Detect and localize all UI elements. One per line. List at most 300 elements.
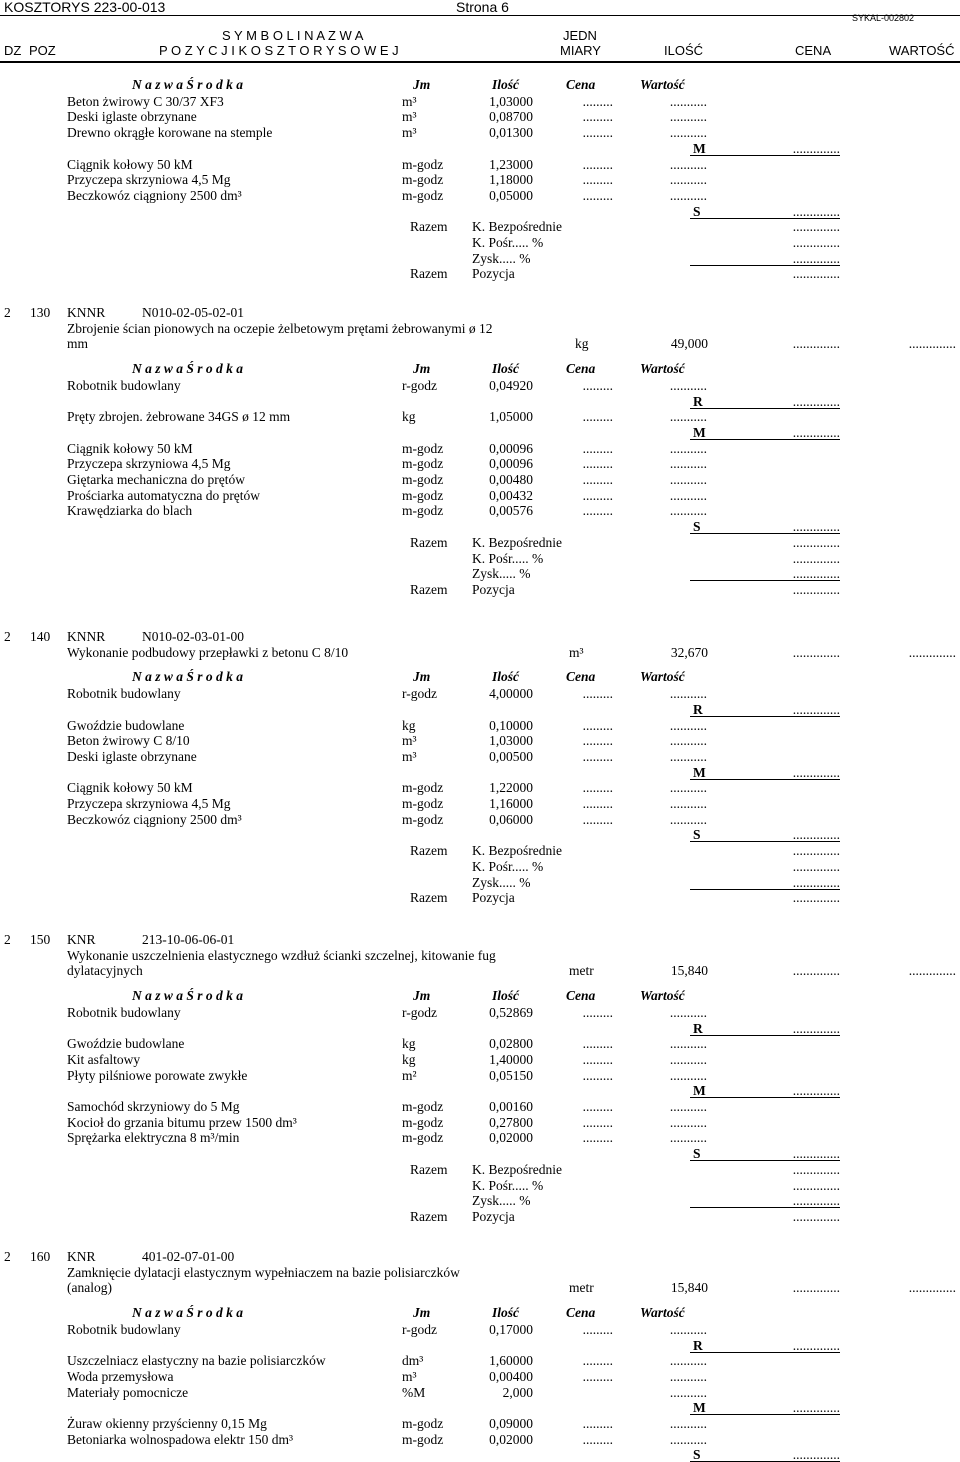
group-total-s: S [693,1146,701,1162]
resource-price: ......... [582,1004,613,1020]
resource-quantity: 0,05000 [489,187,533,203]
resource-name: Płyty pilśniowe porowate zwykłe [67,1067,248,1083]
resource-value: ........... [669,172,707,188]
resource-quantity: 1,60000 [489,1353,533,1369]
subheader-wartosc: Wartość [640,1305,685,1321]
resource-name: Robotnik budowlany [67,1004,181,1020]
resource-value: ........... [669,125,707,141]
resource-value: ........... [669,733,707,749]
position-price: .............. [792,963,840,979]
resource-unit: m-godz [402,1416,444,1431]
resource-name: Robotnik budowlany [67,377,181,393]
resource-value: ........... [669,187,707,203]
resource-value: ........... [669,717,707,733]
subheader-nazwa: N a z w a Ś r o d k a [132,77,244,92]
resource-value: ........... [669,1416,707,1431]
col-miary-header: MIARY [560,43,601,58]
col-poz-header: POZ [29,43,56,58]
resource-price: ......... [582,748,613,764]
resource-price: ......... [582,187,613,203]
summary-k-posrednie-value: .............. [792,858,840,874]
summary-k-posrednie: K. Pośr..... % [472,550,544,566]
summary-k-posrednie: K. Pośr..... % [472,1177,544,1193]
summary-pozycja-value: .............. [792,581,840,597]
resource-quantity: 1,40000 [489,1051,533,1067]
resource-price: ......... [582,440,613,456]
position-description: Wykonanie podbudowy przepławki z betonu C 8/10 [67,644,349,660]
resource-quantity: 0,27800 [489,1114,533,1130]
position-number: 160 [30,1249,51,1264]
resource-value: ........... [669,796,707,811]
subheader-cena: Cena [566,1305,596,1321]
resource-price: ......... [582,811,613,827]
resource-value: ........... [669,377,707,393]
resource-price: ......... [582,172,613,188]
subheader-jm: Jm [413,77,431,92]
summary-zysk: Zysk..... % [472,566,531,582]
group-total-value: .............. [792,701,840,717]
group-total-value: .............. [792,519,840,535]
resource-quantity: 0,06000 [489,811,533,827]
resource-unit: kg [402,409,416,425]
position-price: .............. [792,644,840,660]
position-quantity: 15,840 [670,1280,708,1296]
resource-unit: kg [402,717,416,733]
subheader-ilosc: Ilość [492,988,519,1004]
resource-unit: dm³ [402,1353,424,1369]
resource-quantity: 0,10000 [489,717,533,733]
col-pozycji-header: P O Z Y C J I K O S Z T O R Y S O W E J [159,43,399,58]
group-total-s: S [693,1447,701,1462]
summary-pozycja: Pozycja [472,1208,515,1224]
resource-quantity: 0,52869 [489,1004,533,1020]
resource-value: ........... [669,1036,707,1052]
resource-value: ........... [669,1431,707,1447]
resource-name: Żuraw okienny przyścienny 0,15 Mg [67,1416,267,1431]
resource-value: ........... [669,1368,707,1384]
position-unit: m³ [569,644,584,660]
resource-name: Ciągnik kołowy 50 kM [67,780,193,796]
position-price: .............. [792,1280,840,1296]
page-number: Strona 6 [456,0,509,15]
position-description-cont: mm [67,336,89,352]
resource-value: ........... [669,1051,707,1067]
summary-k-bezposrednie: K. Bezpośrednie [472,843,562,859]
resource-quantity: 0,02000 [489,1431,533,1447]
resource-unit: m³ [402,1368,417,1384]
summary-pozycja: Pozycja [472,266,515,282]
resource-quantity: 0,01300 [489,125,533,141]
resource-value: ........... [669,1384,707,1400]
position-value: .............. [908,336,956,352]
col-symbol-header: S Y M B O L I N A Z W A [222,28,364,43]
resource-price: ......... [582,377,613,393]
position-dz: 2 [4,932,11,947]
col-jedn-header: JEDN [563,28,597,43]
subheader-ilosc: Ilość [492,1305,519,1321]
subheader-cena: Cena [566,77,596,92]
position-code: 401-02-07-01-00 [142,1249,235,1264]
group-total-value: .............. [792,1447,840,1462]
resource-name: Woda przemysłowa [67,1368,174,1384]
col-cena-header: CENA [795,43,832,58]
position-value: .............. [908,963,956,979]
summary-pozycja: Pozycja [472,890,515,906]
resource-quantity: 1,05000 [489,409,533,425]
resource-name: Gwoździe budowlane [67,717,185,733]
summary-k-bezposrednie-value: .............. [792,1161,840,1177]
resource-quantity: 0,00480 [489,472,533,487]
resource-unit: m³ [402,109,417,125]
summary-razem-label: Razem [410,1161,448,1177]
resource-name: Drewno okrągłe korowane na stemple [67,125,273,141]
resource-name: Ciągnik kołowy 50 kM [67,440,193,456]
resource-unit: r-godz [402,1004,437,1020]
resource-unit: m-godz [402,503,444,519]
resource-price: ......... [582,409,613,425]
subheader-wartosc: Wartość [640,669,685,685]
resource-price: ......... [582,717,613,733]
position-unit: metr [569,963,594,979]
group-total-r: R [693,701,703,717]
position-base: KNNR [67,305,106,320]
resource-quantity: 0,00576 [489,503,533,519]
resource-price: ......... [582,1321,613,1337]
position-description: Wykonanie uszczelnienia elastycznego wzdłuż ścianki szczelnej, kitowanie fug [67,947,496,963]
resource-value: ........... [669,409,707,425]
position-number: 150 [30,932,51,947]
group-total-s: S [693,827,701,843]
resource-price: ......... [582,796,613,811]
group-total-value: .............. [792,1083,840,1099]
summary-razem-label: Razem [410,219,448,235]
summary-k-posrednie-value: .............. [792,1177,840,1193]
resource-unit: m-godz [402,1130,444,1146]
resource-quantity: 0,00096 [489,456,533,472]
group-total-value: .............. [792,140,840,156]
group-total-m: M [693,1400,706,1416]
subheader-ilosc: Ilość [492,361,519,377]
resource-name: Beczkowóz ciągniony 2500 dm³ [67,811,242,827]
resource-value: ........... [669,1353,707,1369]
position-quantity: 49,000 [670,336,708,352]
summary-zysk: Zysk..... % [472,874,531,890]
resource-quantity: 4,00000 [489,686,533,702]
resource-name: Pręty zbrojen. żebrowane 34GS ø 12 mm [67,409,291,425]
position-value: .............. [908,644,956,660]
resource-quantity: 0,02000 [489,1130,533,1146]
position-dz: 2 [4,305,11,320]
position-code: N010-02-03-01-00 [142,629,244,644]
summary-k-bezposrednie: K. Bezpośrednie [472,219,562,235]
resource-name: Giętarka mechaniczna do prętów [67,472,246,487]
resource-quantity: 1,16000 [489,796,533,811]
col-wartosc-header: WARTOŚĆ [889,43,955,58]
resource-name: Materiały pomocnicze [67,1384,189,1400]
resource-name: Robotnik budowlany [67,686,181,702]
summary-pozycja-value: .............. [792,266,840,282]
summary-zysk-value: .............. [792,566,840,582]
resource-value: ........... [669,1099,707,1114]
resource-name: Sprężarka elektryczna 8 m³/min [67,1130,240,1146]
position-unit: kg [575,336,589,352]
summary-razem-label: Razem [410,581,448,597]
summary-razem-label: Razem [410,1208,448,1224]
resource-value: ........... [669,811,707,827]
resource-name: Uszczelniacz elastyczny na bazie polisiarczków [67,1353,326,1369]
summary-razem-label: Razem [410,890,448,906]
resource-value: ........... [669,109,707,125]
resource-unit: m³ [402,93,417,109]
resource-quantity: 0,00500 [489,748,533,764]
resource-value: ........... [669,1067,707,1083]
resource-quantity: 1,23000 [489,156,533,172]
resource-value: ........... [669,456,707,472]
group-total-value: .............. [792,393,840,409]
position-number: 130 [30,305,51,320]
resource-name: Prościarka automatyczna do prętów [67,487,261,503]
summary-pozycja: Pozycja [472,581,515,597]
position-quantity: 15,840 [670,963,708,979]
subheader-ilosc: Ilość [492,669,519,685]
resource-value: ........... [669,1114,707,1130]
subheader-nazwa: N a z w a Ś r o d k a [132,1305,244,1321]
position-code: 213-10-06-06-01 [142,932,235,947]
resource-price: ......... [582,1353,613,1369]
summary-zysk: Zysk..... % [472,1193,531,1209]
position-description: Zbrojenie ścian pionowych na oczepie żelbetowym prętami żebrowanymi ø 12 [67,320,493,336]
group-total-r: R [693,1020,703,1036]
subheader-cena: Cena [566,988,596,1004]
resource-quantity: 1,03000 [489,733,533,749]
resource-unit: m² [402,1067,417,1083]
position-number: 140 [30,629,51,644]
position-unit: metr [569,1280,594,1296]
subheader-jm: Jm [413,988,431,1004]
resource-unit: m-godz [402,156,444,172]
resource-price: ......... [582,780,613,796]
subheader-jm: Jm [413,361,431,377]
group-total-value: .............. [792,1146,840,1162]
resource-price: ......... [582,472,613,487]
resource-name: Samochód skrzyniowy do 5 Mg [67,1099,240,1114]
position-dz: 2 [4,629,11,644]
group-total-m: M [693,1083,706,1099]
summary-k-posrednie: K. Pośr..... % [472,235,544,250]
resource-name: Ciągnik kołowy 50 kM [67,156,193,172]
resource-quantity: 0,00400 [489,1368,533,1384]
document-title: KOSZTORYS 223-00-013 [4,0,166,15]
resource-value: ........... [669,1004,707,1020]
subheader-wartosc: Wartość [640,361,685,377]
resource-quantity: 0,00160 [489,1099,533,1114]
resource-unit: m-godz [402,187,444,203]
group-total-r: R [693,393,703,409]
resource-price: ......... [582,503,613,519]
resource-unit: m³ [402,733,417,749]
resource-price: ......... [582,1114,613,1130]
resource-value: ........... [669,1321,707,1337]
summary-zysk-value: .............. [792,874,840,890]
resource-price: ......... [582,109,613,125]
resource-quantity: 1,22000 [489,780,533,796]
resource-unit: m-godz [402,1114,444,1130]
resource-unit: m-godz [402,780,444,796]
position-price: .............. [792,336,840,352]
resource-quantity: 1,18000 [489,172,533,188]
position-base: KNR [67,1249,96,1264]
resource-value: ........... [669,748,707,764]
resource-unit: m-godz [402,1099,444,1114]
resource-unit: m-godz [402,472,444,487]
summary-pozycja-value: .............. [792,890,840,906]
resource-unit: m-godz [402,172,444,188]
resource-price: ......... [582,156,613,172]
resource-name: Beton żwirowy C 8/10 [67,733,190,749]
resource-value: ........... [669,156,707,172]
resource-unit: r-godz [402,1321,437,1337]
resource-unit: m-godz [402,796,444,811]
resource-unit: m-godz [402,487,444,503]
resource-unit: kg [402,1036,416,1052]
resource-name: Betoniarka wolnospadowa elektr 150 dm³ [67,1431,293,1447]
resource-quantity: 0,02800 [489,1036,533,1052]
summary-k-posrednie: K. Pośr..... % [472,858,544,874]
resource-unit: m-godz [402,811,444,827]
resource-name: Kit asfaltowy [67,1051,141,1067]
group-total-value: .............. [792,1400,840,1416]
resource-price: ......... [582,733,613,749]
resource-quantity: 0,04920 [489,377,533,393]
position-description-cont: (analog) [67,1280,112,1296]
resource-unit: m-godz [402,440,444,456]
resource-price: ......... [582,1099,613,1114]
resource-price: ......... [582,456,613,472]
resource-name: Deski iglaste obrzynane [67,748,197,764]
resource-value: ........... [669,780,707,796]
group-total-s: S [693,519,701,535]
resource-name: Przyczepa skrzyniowa 4,5 Mg [67,796,231,811]
resource-value: ........... [669,487,707,503]
subheader-jm: Jm [413,1305,431,1321]
resource-unit: r-godz [402,686,437,702]
summary-k-bezposrednie: K. Bezpośrednie [472,1161,562,1177]
summary-zysk: Zysk..... % [472,250,531,266]
summary-razem-label: Razem [410,266,448,282]
position-value: .............. [908,1280,956,1296]
summary-pozycja-value: .............. [792,1208,840,1224]
resource-price: ......... [582,487,613,503]
group-total-m: M [693,764,706,780]
position-description: Zamknięcie dylatacji elastycznym wypełniaczem na bazie polisiarczków [67,1264,460,1280]
resource-price: ......... [582,1368,613,1384]
position-base: KNR [67,932,96,947]
resource-price: ......... [582,1067,613,1083]
summary-k-bezposrednie-value: .............. [792,534,840,550]
resource-unit: m-godz [402,1431,444,1447]
resource-name: Krawędziarka do blach [67,503,193,519]
resource-quantity: 0,00096 [489,440,533,456]
resource-value: ........... [669,440,707,456]
resource-value: ........... [669,1130,707,1146]
group-total-value: .............. [792,764,840,780]
resource-price: ......... [582,1130,613,1146]
position-description-cont: dylatacyjnych [67,963,143,979]
position-dz: 2 [4,1249,11,1264]
resource-name: Przyczepa skrzyniowa 4,5 Mg [67,456,231,472]
resource-unit: m³ [402,125,417,141]
resource-value: ........... [669,93,707,109]
resource-unit: r-godz [402,377,437,393]
subheader-jm: Jm [413,669,431,685]
group-total-value: .............. [792,827,840,843]
resource-quantity: 2,000 [502,1384,533,1400]
resource-name: Przyczepa skrzyniowa 4,5 Mg [67,172,231,188]
group-total-s: S [693,203,701,219]
group-total-r: R [693,1337,703,1353]
header-rule-bottom [0,61,960,63]
resource-price: ......... [582,93,613,109]
resource-quantity: 0,09000 [489,1416,533,1431]
position-code: N010-02-05-02-01 [142,305,244,320]
resource-quantity: 0,08700 [489,109,533,125]
resource-price: ......... [582,686,613,702]
resource-unit: m-godz [402,456,444,472]
subheader-wartosc: Wartość [640,988,685,1004]
resource-name: Gwoździe budowlane [67,1036,185,1052]
summary-zysk-value: .............. [792,1193,840,1209]
position-quantity: 32,670 [670,644,708,660]
group-total-value: .............. [792,1337,840,1353]
summary-razem-label: Razem [410,843,448,859]
group-total-m: M [693,140,706,156]
subheader-cena: Cena [566,361,596,377]
subheader-cena: Cena [566,669,596,685]
resource-price: ......... [582,125,613,141]
group-total-value: .............. [792,424,840,440]
resource-price: ......... [582,1051,613,1067]
subheader-ilosc: Ilość [492,77,519,92]
group-total-value: .............. [792,203,840,219]
resource-value: ........... [669,472,707,487]
col-ilosc-header: ILOŚĆ [664,43,704,58]
subheader-nazwa: N a z w a Ś r o d k a [132,988,244,1004]
resource-unit: kg [402,1051,416,1067]
header-rule-top [0,15,960,16]
resource-name: Robotnik budowlany [67,1321,181,1337]
resource-name: Kocioł do grzania bitumu przew 1500 dm³ [67,1114,297,1130]
subheader-nazwa: N a z w a Ś r o d k a [132,361,244,377]
summary-k-bezposrednie: K. Bezpośrednie [472,534,562,550]
resource-quantity: 0,00432 [489,487,533,503]
group-total-value: .............. [792,1020,840,1036]
summary-razem-label: Razem [410,534,448,550]
resource-price: ......... [582,1431,613,1447]
resource-unit: m³ [402,748,417,764]
resource-name: Beczkowóz ciągniony 2500 dm³ [67,187,242,203]
resource-quantity: 0,05150 [489,1067,533,1083]
summary-k-posrednie-value: .............. [792,550,840,566]
resource-quantity: 0,17000 [489,1321,533,1337]
summary-k-bezposrednie-value: .............. [792,843,840,859]
position-base: KNNR [67,629,106,644]
summary-zysk-value: .............. [792,250,840,266]
resource-name: Beton żwirowy C 30/37 XF3 [67,93,224,109]
document-code: SYKAL-002802 [852,13,915,23]
subheader-wartosc: Wartość [640,77,685,92]
resource-name: Deski iglaste obrzynane [67,109,197,125]
group-total-m: M [693,424,706,440]
